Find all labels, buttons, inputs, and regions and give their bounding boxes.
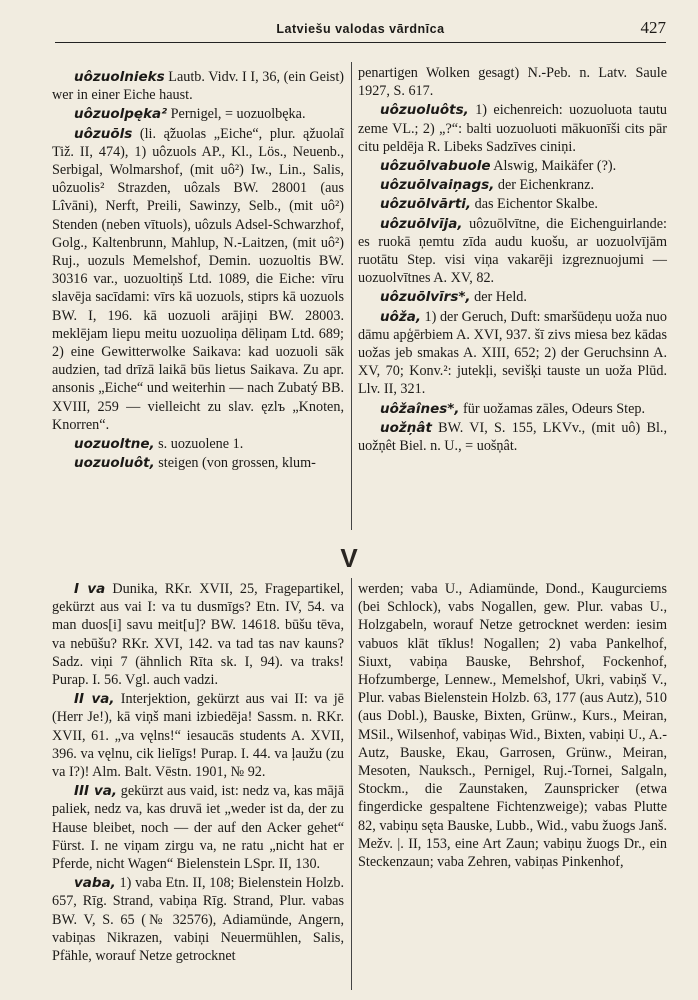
dictionary-entry	[52, 435, 344, 453]
dictionary-entry	[358, 580, 667, 871]
entry-text: BW. VI, S. 155, LKVv., (mit uô) Bl., uožņêt Biel. n. U., = uošņât.	[358, 419, 667, 455]
entry-text: 1) eichenreich: uozuoluota tautu zeme VL.; 2) „?“: balti uozuoluoti mākuonīši cits pār citu peldēja R. Libeks Sadzīves ciniņi.	[358, 102, 667, 155]
entry-text: der Held.	[470, 289, 527, 306]
entry-headword: uôzuōlvārti,	[380, 196, 472, 213]
dictionary-entry	[358, 64, 667, 100]
dictionary-entry	[52, 690, 344, 781]
entry-headword: III va,	[74, 783, 118, 800]
column-divider	[351, 62, 352, 530]
entry-text: (li. ą̃žuolas „Eiche“, plur. ąžuolaĩ Tiž. II, 474), 1) uôzuols AP., Kl., Lös., Neuenb., Serbigal, Wolmarshof, (mit uô²) Iw., Lin., Salis, uôzuolis² Strazden, uôzals BW. 28001 (aus Lîvāni), Nerft, Preili, Sawinzy, Selb., (mit uô²) Stenden (neben vītuols), uôzuls Adsel-Schwarzhof, Golg., Kaltenbrunn, Mahlup, N.-Laitzen, (mit uô²) Ruj., uozuls Memelshof, Demin. uozuoltis BW. 30316 var., uozuoltiņš Ltd. 1089, die Eiche: vīru slavēja sacīdami: vīrs kā uozuols, stiprs kā uozuols BW. I, 196. kā uozuoli arājiņi BW. 28003. meklējam liepu meitu uozuoliņa dēliņam Ltd. 689; 2) eine Gewitterwolke Saikava: kad uozuoli sāk audzien, tad drīzā laikā būs lietus Saikava. Zu apr. ansonis „Eiche“ und weiterhin — nach Zubatý BB. XVIII, 259 — vielleicht zu slav. ęzlъ „Knoten, Knorren“.	[52, 125, 344, 433]
entry-text: Alswig, Maikäfer (?).	[490, 158, 617, 175]
column-divider	[351, 578, 352, 990]
dictionary-entry	[52, 125, 344, 434]
entry-headword: uôzuōls	[74, 125, 133, 142]
entry-text: s. uozuolene 1.	[154, 436, 244, 453]
dictionary-entry	[358, 400, 667, 418]
entry-headword: I va	[74, 581, 106, 597]
entry-text: Lautb. Vidv. I I, 36, (ein Geist) wer in einer Eiche haust.	[52, 69, 344, 104]
page-number: 427	[640, 18, 666, 37]
entry-text: gekürzt aus vaid, ist: nedz va, kas mājā paliek, nedz va, kas druvā iet „weder ist da, der zu Hause bleibet, noch — der auf den Acker gehet“ Fürst. I. ne viņam zirgu va, ne ratu „nicht hat er Pferde, nicht Wagen“ Bielenstein LSpr. II, 130.	[52, 783, 344, 873]
entry-text: der Eichenkranz.	[494, 177, 594, 194]
dictionary-entry	[358, 419, 667, 455]
dictionary-entry	[358, 288, 667, 306]
section-letter: V	[340, 543, 358, 573]
entry-text: Dunika, RKr. XVII, 25, Fragepartikel, gekürzt aus vai I: va tu dusmīgs? Etn. IV, 54. va man duos[i] savu meit[u]? BW. 14618. būšu tēva, va nebūšu? RKr. XVI, 142. va tad tas nav kauns? Sadz. viņi 7 (ähnlich Rīta sk. I, 94). va traks! Purap. I. 56. Vgl. auch vadzi.	[52, 581, 344, 689]
entry-headword: II va,	[74, 691, 115, 708]
dictionary-entry	[358, 215, 667, 288]
entry-headword: uôža,	[380, 308, 421, 325]
entry-headword: uôzuolnieks	[74, 69, 165, 85]
entry-text: werden; vaba U., Adiamünde, Dond., Kaugurciems (bei Schlock), vabs Nogallen, gew. Plur. vabas U., Holzgabeln, worauf Netze getrocknet werden: iesim vabuos klāt tīklus! Nogallen; 2) vaba Pankelhof, Siuxt, vabiņa Bauske, Behrshof, Fockenhof, Hofzumberge, Lennew., Memelshof, Ukri, vabiņš V., Plur. vabas Bielenstein Holzb. 63, 177 (aus Autz), 510 (aus Dobl.), Bauske, Bixten, Grünw., Kurs., Meiran, MSil., Wilsenhof, vabiņas Wid., Bixten, vabiņi U., A.-Autz, Bauske, Ekau, Garrosen, Grünw., Meiran, Mesoten, Nauksch., Pernigel, Ruj.-Tornei, Salgaln, Stockm., die Zaunstaken, Zaunspricker (etwa fingerdicke gespaltene Fichtenzweige); vabas Plutte 82, vabiņu sęta Bauske, Lubb., Wid., vabu žuogs Janš. Mežv. |. II, 153, eine Art Zaun; vabiņu žuogs Dr., ein Steckenzaun; vaba Zehren, vabiņas Pinkenhof,	[358, 581, 667, 871]
entry-headword: uôzuoluôts,	[380, 102, 469, 119]
entry-headword: vaba,	[74, 875, 116, 892]
dictionary-entry	[52, 68, 344, 104]
header-rule	[55, 42, 666, 43]
dictionary-entry	[52, 105, 344, 123]
dictionary-entry	[52, 782, 344, 873]
entry-headword: uôzuōlvaiņags,	[380, 177, 495, 194]
dictionary-entry	[52, 454, 344, 472]
entry-headword: uôžaînes*,	[380, 400, 460, 417]
entry-text: penartigen Wolken gesagt) N.-Peb. n. Latv. Saule 1927, S. 617.	[358, 65, 667, 100]
dictionary-entry	[358, 195, 667, 213]
entry-text: 1) der Geruch, Duft: smaršūdeņu uoža nuo dāmu apģērbiem A. XVI, 937. šī zivs miesa bez kādas uožas jeb smakas A. XIII, 652; 2) der Geruchsinn A. XV, 70; Konv.²: jutekļi, sevišķi tauste un uoža Plūd. Llv. II, 321.	[358, 308, 667, 398]
running-title: Latviešu valodas vārdnīca	[276, 22, 445, 36]
entry-headword: uožņât	[380, 419, 432, 436]
entry-text: Pernigel, = uozuolbęka.	[167, 106, 306, 123]
entry-text: 1) vaba Etn. II, 108; Bielenstein Holzb. 657, Rīg. Strand, vabiņa Rīg. Strand, Plur. vabas BW. V, S. 65 (№ 32576), Adiamünde, Angern, vabiņas Nikrazen, vabiņi Neuermühlen, Salis, Pfähle, worauf Netze getrocknet	[52, 875, 344, 965]
entry-text: das Eichentor Skalbe.	[471, 196, 598, 213]
column-lower-left	[52, 580, 344, 966]
entry-headword: uozuoltne,	[74, 436, 155, 453]
entry-text: uôzuōlvītne, die Eichenguirlande: es ruokā ņemtu zīda audu kuošu, ar uozuolvījām ruotātu Step. visi viņa vakarēji izgreznuojumi — uozuolvītnes A. XV, 82.	[358, 215, 667, 287]
entry-headword: uôzuōlvabuole	[380, 158, 491, 175]
dictionary-entry	[52, 580, 344, 689]
column-upper-right	[358, 64, 667, 456]
entry-headword: uôzuolpęka²	[74, 106, 168, 123]
dictionary-entry	[52, 874, 344, 965]
entry-headword: uôzuōlvīrs*,	[380, 289, 471, 306]
entry-text: Interjektion, gekürzt aus vai II: va jē (Herr Je!), kā viņš mani izbiedēja! Sassm. n. RKr. XVII, 61. „va vęlns!“ iesaucās students A. XVII, 396. va vęlnu, cik lielīgs! Purap. I. 44. va ļaužu (zu va I?)! Alm. Balt. Vēstn. 1901, № 92.	[52, 691, 344, 781]
dictionary-entry	[358, 101, 667, 156]
entry-text: für uožamas zāles, Odeurs Step.	[459, 400, 646, 417]
dictionary-entry	[358, 157, 667, 175]
column-upper-left	[52, 68, 344, 473]
dictionary-entry	[358, 176, 667, 194]
entry-text: steigen (von grossen, klum-	[154, 455, 316, 472]
page-header	[55, 14, 666, 44]
dictionary-entry	[358, 308, 667, 399]
entry-headword: uozuoluôt,	[74, 455, 155, 472]
column-lower-right	[358, 580, 667, 872]
entry-headword: uôzuōlvīja,	[380, 215, 463, 232]
